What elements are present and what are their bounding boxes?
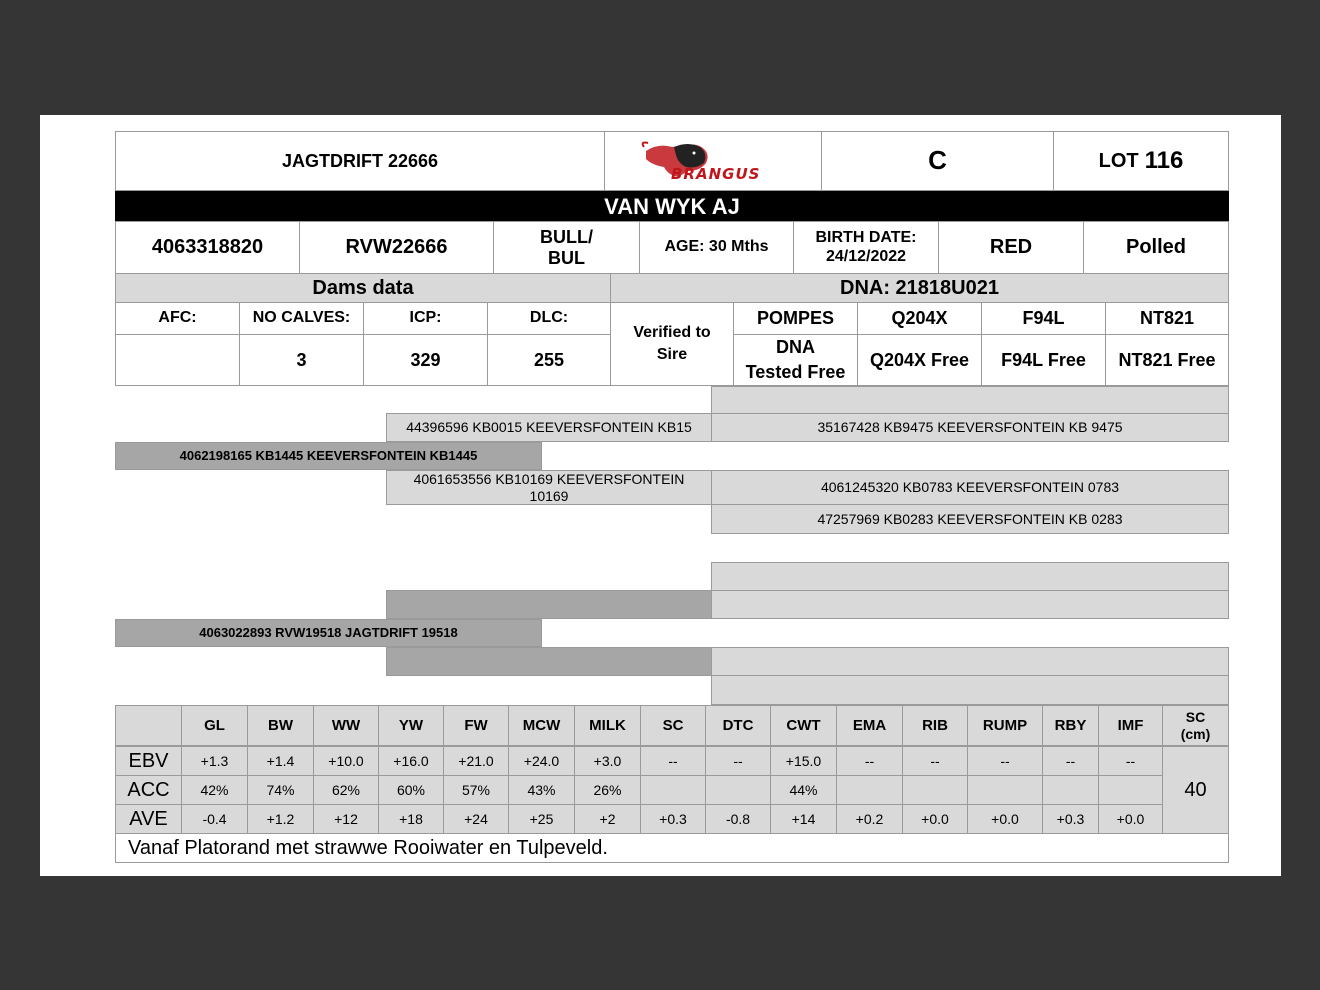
ebv-header-milk-text: MILK [589, 716, 626, 734]
ebv-cell-ebv-fw-text: +21.0 [458, 752, 494, 769]
ebv-cell-ave-milk-text: +2 [599, 810, 616, 827]
no-calves-value [239, 334, 364, 386]
ebv-header-ww [313, 705, 379, 746]
ebv-cell-ebv-rump-text: -- [1000, 752, 1010, 769]
ebv-cell-acc-bw [247, 775, 314, 805]
ebv-cell-ave-mcw [508, 804, 575, 834]
dlc-value [487, 334, 611, 386]
ebv-row-label-acc [115, 775, 182, 805]
pedigree-sire-sire-dam [711, 413, 1229, 442]
ebv-header-yw [378, 705, 444, 746]
pedigree-sire-dam-sire [711, 470, 1229, 505]
ebv-header-rump [967, 705, 1043, 746]
ebv-cell-ave-rby [1042, 804, 1099, 834]
lot-number [1053, 131, 1229, 191]
lot-number-value: 116 [1144, 147, 1184, 175]
ebv-row-label-ave-text: AVE [129, 807, 168, 830]
ebv-header-sc [640, 705, 706, 746]
dna-title-text: DNA: 21818U021 [840, 276, 999, 299]
ebv-cell-acc-imf [1098, 775, 1163, 805]
ebv-header-mcw-text: MCW [522, 716, 561, 734]
sc-cm-value-text: 40 [1184, 778, 1207, 801]
sc-cm-header-line1: SC [1185, 709, 1206, 726]
ebv-cell-ebv-mcw-text: +24.0 [523, 752, 560, 769]
logo-text: BRANGUS [671, 165, 761, 183]
dams-title [115, 273, 611, 303]
pedigree-sire-dam-sire-text: 4061245320 KB0783 KEEVERSFONTEIN 0783 [820, 479, 1120, 496]
nt821-label: NT821 [1139, 308, 1195, 329]
ebv-cell-acc-dtc [705, 775, 771, 805]
ebv-cell-acc-fw-text: 57% [461, 781, 491, 798]
remarks-text: Vanaf Platorand met strawwe Rooiwater en Tulpeveld. [128, 836, 608, 859]
id-number-text: 4063318820 [151, 236, 264, 258]
ebv-header-rump-text: RUMP [982, 716, 1028, 734]
ebv-cell-ebv-rib-text: -- [930, 752, 940, 769]
colour [938, 221, 1084, 274]
no-calves-label: NO CALVES: [252, 309, 351, 327]
ebv-row-label-ebv [115, 746, 182, 776]
ebv-cell-ebv-sc-text: -- [668, 752, 678, 769]
no-calves-value-text: 3 [296, 349, 307, 370]
ebv-cell-acc-yw-text: 60% [396, 781, 426, 798]
ebv-header-gl [181, 705, 248, 746]
ebv-cell-ave-ww [313, 804, 379, 834]
grade-text: C [928, 145, 947, 176]
ebv-cell-acc-milk-text: 26% [593, 781, 622, 798]
ebv-cell-ave-fw [443, 804, 509, 834]
ebv-header-ema [836, 705, 903, 746]
ebv-cell-acc-fw [443, 775, 509, 805]
ebv-cell-ave-ema-text: +0.2 [855, 810, 884, 827]
q204x-label: Q204X [891, 308, 948, 329]
no-calves-header [239, 302, 364, 335]
ebv-cell-ave-ww-text: +12 [334, 810, 358, 827]
ebv-cell-acc-milk [574, 775, 641, 805]
ebv-header-yw-text: YW [398, 716, 424, 734]
ebv-cell-ebv-bw [247, 746, 314, 776]
ebv-cell-ebv-mcw [508, 746, 575, 776]
ebv-cell-ave-bw [247, 804, 314, 834]
ebv-header-bw [247, 705, 314, 746]
remarks [115, 833, 1229, 863]
ebv-cell-ave-imf-text: +0.0 [1116, 810, 1145, 827]
ebv-cell-acc-mcw [508, 775, 575, 805]
seller-ref-text: JAGTDRIFT 22666 [281, 150, 439, 171]
ebv-cell-ebv-imf [1098, 746, 1163, 776]
pompes-result-line2: Tested Free [745, 362, 846, 382]
pedigree-sire-sire-dam-text: 35167428 KB9475 KEEVERSFONTEIN KB 9475 [817, 419, 1123, 436]
icp-value [363, 334, 488, 386]
ebv-header-ww-text: WW [331, 716, 361, 734]
ebv-header-cwt [770, 705, 837, 746]
ebv-cell-ebv-fw [443, 746, 509, 776]
ebv-header-sc-text: SC [662, 716, 684, 734]
reg-code-text: RVW22666 [345, 236, 448, 258]
pedigree-sire-text: 4062198165 KB1445 KEEVERSFONTEIN KB1445 [179, 447, 478, 463]
ebv-cell-ebv-dtc [705, 746, 771, 776]
grade [821, 131, 1054, 191]
ebv-cell-ebv-milk [574, 746, 641, 776]
lot-label: LOT [1098, 149, 1139, 172]
birth-date-value: 24/12/2022 [825, 247, 907, 265]
ebv-cell-ave-cwt [770, 804, 837, 834]
sc-cm-value [1162, 746, 1229, 834]
ebv-cell-ave-rib [902, 804, 968, 834]
dlc-label: DLC: [529, 309, 569, 327]
pedigree-dam-sire [386, 590, 712, 619]
pedigree-sire-dam-text: 4061653556 KB10169 KEEVERSFONTEIN 10169 [413, 471, 685, 504]
ebv-cell-acc-sc [640, 775, 706, 805]
ebv-cell-ave-gl-text: -0.4 [202, 810, 227, 827]
brangus-logo [604, 131, 822, 191]
afc-header [115, 302, 240, 335]
ebv-header-dtc [705, 705, 771, 746]
ebv-cell-ebv-ww [313, 746, 379, 776]
pedigree-dam-sire-sire [711, 562, 1229, 591]
f94l-header [981, 302, 1106, 335]
pedigree-sire-dam-dam [711, 504, 1229, 534]
ebv-header-mcw [508, 705, 575, 746]
ebv-header-gl-text: GL [204, 716, 225, 734]
ebv-cell-ave-dtc-text: -0.8 [725, 810, 751, 827]
pedigree-dam-sire-dam [711, 590, 1229, 619]
pompes-result [733, 334, 858, 386]
ebv-cell-ebv-ww-text: +10.0 [328, 752, 364, 769]
owner-name: VAN WYK AJ [604, 193, 740, 219]
ebv-cell-ebv-gl-text: +1.3 [200, 752, 229, 769]
ebv-cell-ave-cwt-text: +14 [791, 810, 816, 827]
colour-text: RED [989, 236, 1033, 258]
sc-cm-header-line2: (cm) [1180, 725, 1211, 742]
ebv-header-fw-text: FW [464, 716, 488, 734]
ebv-cell-ebv-dtc-text: -- [733, 752, 743, 769]
ebv-header-dtc-text: DTC [722, 716, 754, 734]
dlc-header [487, 302, 611, 335]
ebv-cell-acc-bw-text: 74% [266, 781, 295, 798]
pompes-label: POMPES [756, 308, 835, 329]
ebv-cell-ave-rby-text: +0.3 [1056, 810, 1085, 827]
ebv-cell-ave-mcw-text: +25 [529, 810, 554, 827]
ebv-cell-ebv-bw-text: +1.4 [266, 752, 295, 769]
ebv-cell-ebv-imf-text: -- [1125, 752, 1136, 769]
ebv-cell-ave-imf [1098, 804, 1163, 834]
pompes-result-line1: DNA [776, 337, 815, 358]
nt821-result [1105, 334, 1229, 386]
dlc-value-text: 255 [533, 349, 565, 370]
ebv-corner-cell [115, 705, 182, 746]
owner-bar [115, 191, 1229, 222]
ebv-cell-acc-ema [836, 775, 903, 805]
ebv-cell-ebv-rump [967, 746, 1043, 776]
ebv-cell-ave-yw-text: +18 [399, 810, 423, 827]
ebv-cell-ave-rump [967, 804, 1043, 834]
verified-line1: Verified to [633, 323, 711, 341]
sex-line1: BULL/ [540, 226, 593, 247]
afc-label: AFC: [158, 309, 197, 327]
age-text: AGE: 30 Mths [664, 238, 769, 256]
horn-status [1083, 221, 1229, 274]
ebv-cell-ave-fw-text: +24 [464, 810, 488, 827]
sex [493, 221, 640, 274]
ebv-header-sc-cm [1162, 705, 1229, 746]
ebv-header-bw-text: BW [268, 716, 293, 734]
ebv-cell-ebv-rby [1042, 746, 1099, 776]
ebv-cell-ave-yw [378, 804, 444, 834]
ebv-header-rib [902, 705, 968, 746]
ebv-row-label-acc-text: ACC [127, 778, 170, 801]
ebv-cell-acc-rby [1042, 775, 1099, 805]
ebv-header-rby-text: RBY [1054, 716, 1087, 734]
birth-date [793, 221, 939, 274]
ebv-cell-acc-rib [902, 775, 968, 805]
pedigree-sire-dam-dam-text: 47257969 KB0283 KEEVERSFONTEIN KB 0283 [817, 510, 1123, 527]
ebv-cell-acc-yw [378, 775, 444, 805]
ebv-header-imf [1098, 705, 1163, 746]
q204x-header [857, 302, 982, 335]
id-number [115, 221, 300, 274]
dna-title [610, 273, 1229, 303]
ebv-header-rib-text: RIB [922, 716, 948, 734]
ebv-cell-acc-rump [967, 775, 1043, 805]
icp-label: ICP: [409, 309, 442, 327]
q204x-result [857, 334, 982, 386]
ebv-cell-ebv-gl [181, 746, 248, 776]
ebv-cell-acc-gl-text: 42% [200, 781, 229, 798]
ebv-header-cwt-text: CWT [786, 716, 821, 734]
pedigree-sire [115, 442, 542, 470]
ebv-cell-acc-cwt-text: 44% [789, 781, 818, 798]
nt821-header [1105, 302, 1229, 335]
ebv-cell-acc-mcw-text: 43% [527, 781, 556, 798]
ebv-cell-acc-gl [181, 775, 248, 805]
ebv-cell-ebv-rib [902, 746, 968, 776]
verified-line2: Sire [656, 346, 688, 363]
ebv-cell-ebv-yw [378, 746, 444, 776]
ebv-row-label-ave [115, 804, 182, 834]
icp-value-text: 329 [410, 349, 441, 370]
pedigree-dam-text: 4063022893 RVW19518 JAGTDRIFT 19518 [199, 624, 458, 640]
ebv-cell-ave-dtc [705, 804, 771, 834]
ebv-cell-ave-sc-text: +0.3 [659, 810, 687, 827]
ebv-cell-ave-rump-text: +0.0 [991, 810, 1019, 827]
ebv-cell-ave-sc [640, 804, 706, 834]
ebv-header-ema-text: EMA [852, 716, 887, 734]
f94l-result [981, 334, 1106, 386]
ebv-cell-ave-ema [836, 804, 903, 834]
afc-value [115, 334, 240, 386]
ebv-header-fw [443, 705, 509, 746]
ebv-row-label-ebv-text: EBV [128, 749, 169, 772]
pedigree-sire-sire-text: 44396596 KB0015 KEEVERSFONTEIN KB15 [406, 419, 692, 436]
ebv-cell-ebv-cwt [770, 746, 837, 776]
ebv-header-milk [574, 705, 641, 746]
ebv-cell-ave-bw-text: +1.2 [266, 810, 295, 827]
ebv-cell-ebv-cwt-text: +15.0 [785, 752, 822, 769]
ebv-cell-acc-ww-text: 62% [331, 781, 361, 798]
pedigree-sire-sire [386, 413, 712, 442]
ebv-cell-ebv-milk-text: +3.0 [593, 752, 622, 769]
seller-ref [115, 131, 605, 191]
pedigree-sire-sire-sire [711, 386, 1229, 414]
q204x-result-text: Q204X Free [869, 349, 970, 370]
ebv-cell-ebv-yw-text: +16.0 [393, 752, 429, 769]
ebv-cell-ave-gl [181, 804, 248, 834]
ebv-cell-acc-ww [313, 775, 379, 805]
ebv-cell-ave-milk [574, 804, 641, 834]
pedigree-dam [115, 619, 542, 647]
icp-header [363, 302, 488, 335]
verified-to-sire [610, 302, 734, 386]
age [639, 221, 794, 274]
nt821-result-text: NT821 Free [1118, 349, 1216, 370]
ebv-cell-ave-rib-text: +0.0 [921, 810, 949, 827]
birth-date-label: BIRTH DATE: [815, 229, 917, 247]
ebv-cell-ebv-sc [640, 746, 706, 776]
f94l-result-text: F94L Free [1001, 349, 1086, 370]
pedigree-dam-dam [386, 647, 712, 676]
horn-status-text: Polled [1125, 236, 1186, 258]
ebv-cell-ebv-ema [836, 746, 903, 776]
ebv-cell-ebv-ema-text: -- [864, 752, 875, 769]
ebv-header-imf-text: IMF [1117, 716, 1144, 734]
sex-line2: BUL [548, 247, 585, 268]
ebv-cell-ebv-rby-text: -- [1065, 752, 1076, 769]
pompes-header [733, 302, 858, 335]
ebv-header-rby [1042, 705, 1099, 746]
f94l-label: F94L [1022, 308, 1065, 329]
dams-title-text: Dams data [312, 276, 414, 299]
ebv-cell-acc-cwt [770, 775, 837, 805]
pedigree-dam-dam-dam [711, 675, 1229, 705]
pedigree-dam-dam-sire [711, 647, 1229, 676]
pedigree-sire-dam [386, 470, 712, 505]
reg-code [299, 221, 494, 274]
